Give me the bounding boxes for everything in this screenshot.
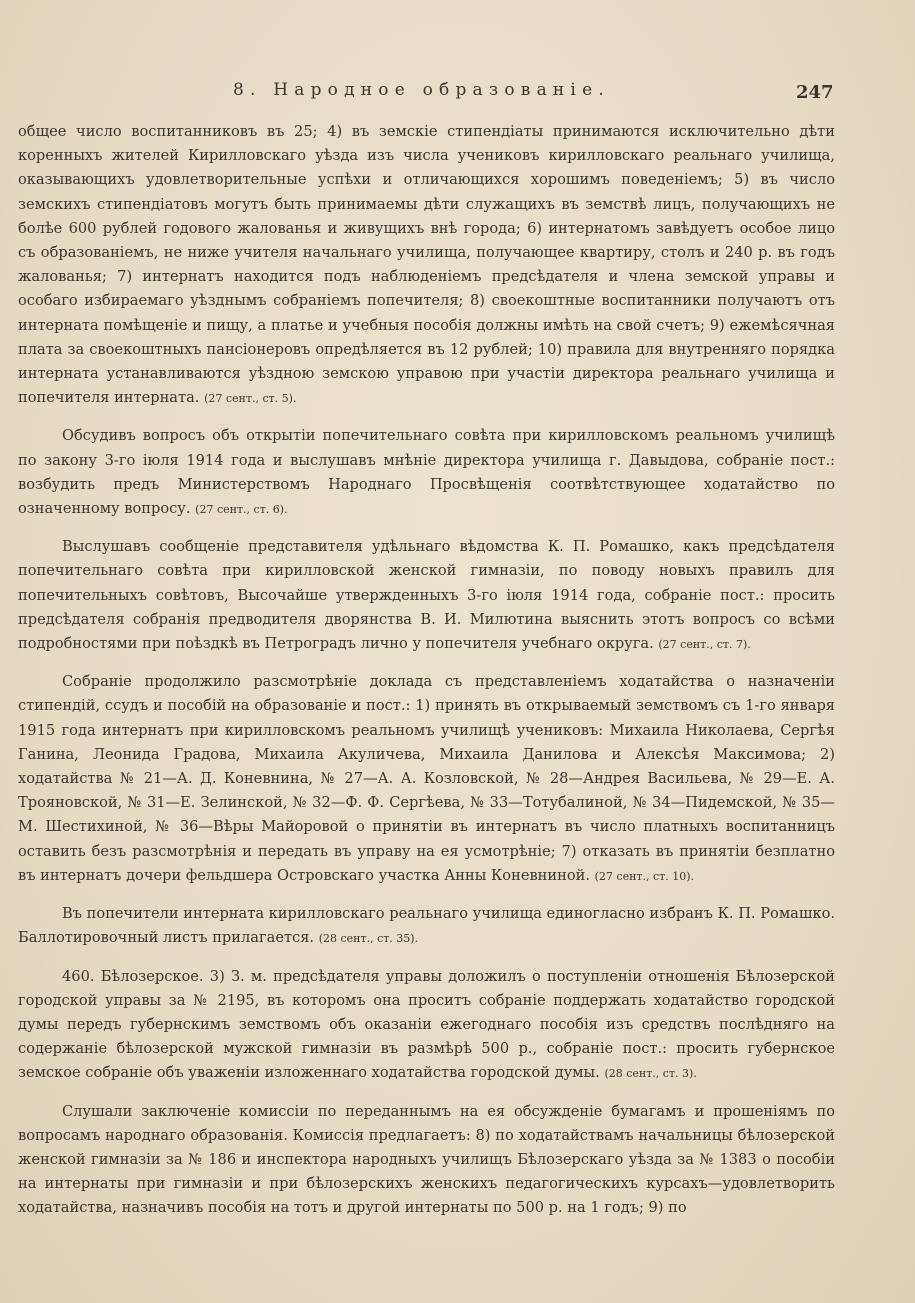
citation: (28 сент., ст. 3).	[604, 1067, 697, 1081]
section-title: 8. Народное образованіе.	[233, 80, 610, 100]
paragraph-board-of-trustees	[18, 424, 835, 522]
citation: (27 сент., ст. 5).	[204, 392, 297, 406]
paragraph-belozersk	[18, 965, 835, 1087]
page-body	[18, 120, 835, 1221]
paragraph-text: Слушали заключеніе комиссіи по переданнымъ на ея обсужденіе бумагамъ и прошеніямъ по вопросамъ народнаго образованія. Комиссія предлагаетъ: 8) по ходатайствамъ начальницы бѣлозерской женской гимназіи за № 186 и инспектора народныхъ училищъ Бѣлозерскаго уѣзда за № 1383 о пособіи на интернаты при гимназіи и при бѣлозерскихъ женскихъ педагогическихъ курсахъ—удовлетворить ходатайства, назначивъ пособія на тотъ и другой интернаты по 500 р. на 1 годъ; 9) по	[18, 1102, 835, 1217]
citation: (27 сент., ст. 7).	[658, 638, 751, 652]
citation: (27 сент., ст. 10).	[594, 869, 695, 883]
page-number: 247	[796, 82, 834, 103]
citation: (27 сент., ст. 6).	[195, 503, 288, 517]
running-header	[0, 80, 915, 110]
paragraph-text: Собраніе продолжило разсмотрѣніе доклада съ представленіемъ ходатайства о назначеніи стипендій, ссудъ и пособій на образованіе и пост.: 1) принять въ открываемый земствомъ съ 1-го января 1915 года интернатъ при кирилловскомъ реальномъ училищѣ учениковъ: Михаила Николаева, Сергѣя Ганина, Леонида Градова, Михаила Акуличева, Михаила Данилова и Алексѣя Максимова; 2) ходатайства № 21—А. Д. Коневнина, № 27—А. А. Козловской, № 28—Андрея Васильева, № 29—Е. А. Трояновской, № 31—Е. Зелинской, № 32—Ф. Ф. Сергѣева, № 33—Тотубалиной, № 34—Пидемской, № 35—М. Шестихиной, № 36—Вѣры Майоровой о принятіи въ интернатъ въ число платныхъ воспитанницъ оставить безъ разсмотрѣнія и передать въ управу на ея усмотрѣніе; 7) отказать въ принятіи безплатно въ интернатъ дочери фельдшера Островскаго участка Анны Коневниной.	[18, 673, 835, 884]
paragraph-commission	[18, 1100, 835, 1221]
citation: (28 сент., ст. 35).	[318, 932, 419, 946]
paragraph-stipends	[18, 670, 835, 889]
paragraph-text: Въ попечители интерната кирилловскаго реальнаго училища единогласно избранъ К. П. Ромашко. Баллотировочный листъ прилагается.	[18, 905, 835, 947]
paragraph-text: Обсудивъ вопросъ объ открытіи попечительнаго совѣта при кирилловскомъ реальномъ училищѣ по закону 3-го іюля 1914 года и выслушавъ мнѣніе директора училища г. Давыдова, собраніе пост.: возбудить предъ Министерствомъ Народнаго Просвѣщенія соотвѣтствующее ходатайство по означенному вопросу.	[18, 427, 835, 518]
paragraph-trustee-election	[18, 902, 835, 951]
paragraph-text: 460. Бѣлозерское. 3) З. м. предсѣдателя управы доложилъ о поступленіи отношенія Бѣлозерской городской управы за № 2195, въ которомъ она проситъ собраніе поддержать ходатайство городской думы передъ губернскимъ земствомъ объ оказаніи ежегоднаго пособія изъ средствъ послѣдняго на содержаніе бѣлозерской мужской гимназіи въ размѣрѣ 500 р., собраніе пост.: просить губернское земское собраніе объ уваженіи изложеннаго ходатайства городской думы.	[18, 967, 835, 1082]
paragraph-text: Выслушавъ сообщеніе представителя удѣльнаго вѣдомства К. П. Ромашко, какъ предсѣдателя попечительнаго совѣта при кирилловской женской гимназіи, по поводу новыхъ правилъ для попечительныхъ совѣтовъ, Высочайше утвержденныхъ 3-го іюля 1914 года, собраніе пост.: просить предсѣдателя собранія предводителя дворянства В. И. Милютина выяснить этотъ вопросъ со всѣми подробностями при поѣздкѣ въ Петроградъ лично у попечителя учебнаго округа.	[18, 538, 835, 653]
paragraph-romashko-report	[18, 535, 835, 657]
paragraph-interreg-rules	[18, 120, 835, 411]
paragraph-text: общее число воспитанниковъ въ 25; 4) въ земскіе стипендіаты принимаются исключительно дѣти коренныхъ жителей Кирилловскаго уѣзда изъ числа учениковъ кирилловскаго реальнаго училища, оказывающихъ удовлетворительные успѣхи и отличающихся хорошимъ поведеніемъ; 5) въ число земскихъ стипендіатовъ могутъ быть принимаемы дѣти служащихъ въ земствѣ лицъ, получающихъ не болѣе 600 рублей годового жалованья и живущихъ внѣ города; 6) интернатомъ завѣдуетъ особое лицо съ образованіемъ, не ниже учителя начальнаго училища, получающее квартиру, столъ и 240 р. въ годъ жалованья; 7) интернатъ находится подъ наблюденіемъ предсѣдателя и члена земской управы и особаго избираемаго уѣзднымъ собраніемъ попечителя; 8) своекоштные воспитанники получаютъ отъ интерната помѣщеніе и пищу, а платье и учебныя пособія должны имѣть на свой счетъ; 9) ежемѣсячная плата за своекоштныхъ пансіонеровъ опредѣляется въ 12 рублей; 10) правила для внутренняго порядка интерната устанавливаются уѣздною земскою управою при участіи директора реальнаго училища и попечителя интерната.	[18, 123, 835, 407]
